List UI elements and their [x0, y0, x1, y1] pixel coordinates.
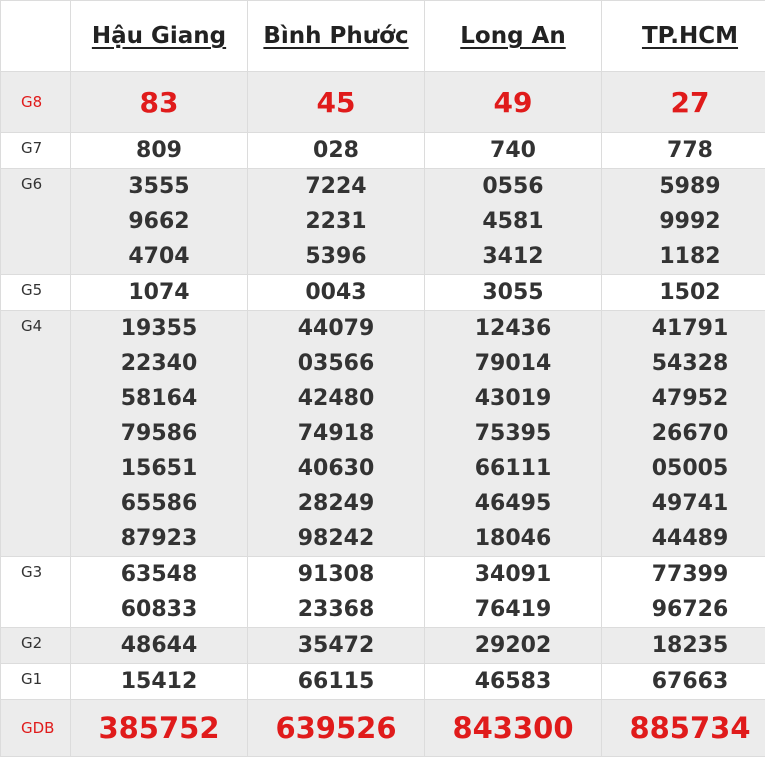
prize-number: 45	[248, 85, 424, 120]
prize-cell	[425, 275, 602, 311]
prize-number: 0043	[248, 275, 424, 310]
prize-number: 49741	[602, 486, 765, 521]
prize-rows	[1, 72, 765, 757]
prize-label: G7	[1, 133, 71, 169]
prize-number: 27	[602, 85, 765, 120]
prize-number: 2231	[248, 204, 424, 239]
province-link[interactable]: TP.HCM	[642, 23, 738, 49]
prize-number: 87923	[71, 521, 247, 556]
prize-cell	[71, 275, 248, 311]
prize-row-g8	[1, 72, 765, 133]
prize-number: 76419	[425, 592, 601, 627]
prize-number: 15651	[71, 451, 247, 486]
prize-cell	[602, 557, 765, 628]
prize-number: 4581	[425, 204, 601, 239]
prize-number: 26670	[602, 416, 765, 451]
prize-label: G8	[1, 72, 71, 133]
prize-number: 18235	[602, 628, 765, 663]
prize-number: 42480	[248, 381, 424, 416]
prize-cell	[425, 557, 602, 628]
prize-cell	[602, 72, 765, 133]
prize-row-g3	[1, 557, 765, 628]
prize-number: 98242	[248, 521, 424, 556]
prize-cell	[71, 557, 248, 628]
prize-number: 83	[71, 85, 247, 120]
province-link[interactable]: Bình Phước	[263, 23, 408, 49]
prize-number: 65586	[71, 486, 247, 521]
prize-number: 63548	[71, 557, 247, 592]
prize-cell	[248, 169, 425, 275]
prize-number: 3412	[425, 239, 601, 274]
prize-number: 639526	[248, 711, 424, 746]
prize-number: 60833	[71, 592, 247, 627]
prize-number: 40630	[248, 451, 424, 486]
prize-number: 35472	[248, 628, 424, 663]
prize-number: 885734	[602, 711, 765, 746]
prize-cell	[602, 133, 765, 169]
prize-label: GDB	[1, 700, 71, 757]
prize-cell	[71, 72, 248, 133]
prize-cell	[602, 275, 765, 311]
prize-cell	[71, 628, 248, 664]
prize-number: 843300	[425, 711, 601, 746]
prize-row-g4	[1, 311, 765, 557]
prize-label: G3	[1, 557, 71, 628]
prize-cell	[71, 169, 248, 275]
prize-number: 28249	[248, 486, 424, 521]
prize-cell	[248, 311, 425, 557]
prize-cell	[602, 628, 765, 664]
prize-cell	[425, 311, 602, 557]
prize-number: 41791	[602, 311, 765, 346]
prize-cell	[248, 628, 425, 664]
prize-number: 34091	[425, 557, 601, 592]
prize-row-g5	[1, 275, 765, 311]
prize-cell	[425, 133, 602, 169]
prize-cell	[248, 275, 425, 311]
prize-number: 03566	[248, 346, 424, 381]
prize-cell	[248, 664, 425, 700]
prize-number: 3055	[425, 275, 601, 310]
prize-cell	[425, 72, 602, 133]
prize-number: 43019	[425, 381, 601, 416]
prize-cell	[248, 557, 425, 628]
prize-number: 29202	[425, 628, 601, 663]
prize-label: G6	[1, 169, 71, 275]
corner-cell	[1, 1, 71, 72]
province-link[interactable]: Long An	[460, 23, 565, 49]
prize-label: G4	[1, 311, 71, 557]
prize-number: 9992	[602, 204, 765, 239]
header-row	[1, 1, 765, 72]
prize-number: 79014	[425, 346, 601, 381]
prize-number: 46583	[425, 664, 601, 699]
prize-cell	[248, 72, 425, 133]
prize-number: 22340	[71, 346, 247, 381]
prize-row-g2	[1, 628, 765, 664]
prize-number: 1502	[602, 275, 765, 310]
prize-number: 1074	[71, 275, 247, 310]
prize-number: 809	[71, 133, 247, 168]
prize-cell	[602, 169, 765, 275]
prize-number: 77399	[602, 557, 765, 592]
prize-number: 7224	[248, 169, 424, 204]
prize-number: 74918	[248, 416, 424, 451]
prize-cell	[248, 700, 425, 757]
prize-number: 44079	[248, 311, 424, 346]
prize-number: 46495	[425, 486, 601, 521]
prize-number: 028	[248, 133, 424, 168]
prize-number: 44489	[602, 521, 765, 556]
prize-number: 79586	[71, 416, 247, 451]
prize-number: 67663	[602, 664, 765, 699]
prize-number: 96726	[602, 592, 765, 627]
prize-cell	[602, 311, 765, 557]
prize-number: 75395	[425, 416, 601, 451]
prize-number: 0556	[425, 169, 601, 204]
prize-cell	[602, 700, 765, 757]
province-link[interactable]: Hậu Giang	[92, 23, 226, 49]
prize-number: 05005	[602, 451, 765, 486]
prize-number: 12436	[425, 311, 601, 346]
prize-cell	[425, 700, 602, 757]
prize-number: 54328	[602, 346, 765, 381]
prize-number: 23368	[248, 592, 424, 627]
prize-number: 740	[425, 133, 601, 168]
prize-number: 47952	[602, 381, 765, 416]
prize-number: 66111	[425, 451, 601, 486]
prize-cell	[602, 664, 765, 700]
prize-number: 19355	[71, 311, 247, 346]
prize-number: 5989	[602, 169, 765, 204]
province-header[interactable]	[248, 1, 425, 72]
prize-label: G5	[1, 275, 71, 311]
prize-number: 1182	[602, 239, 765, 274]
prize-cell	[425, 664, 602, 700]
prize-row-gdb	[1, 700, 765, 757]
prize-number: 4704	[71, 239, 247, 274]
prize-number: 91308	[248, 557, 424, 592]
prize-cell	[71, 133, 248, 169]
prize-cell	[71, 311, 248, 557]
province-header[interactable]	[71, 1, 248, 72]
prize-number: 66115	[248, 664, 424, 699]
prize-number: 48644	[71, 628, 247, 663]
prize-number: 49	[425, 85, 601, 120]
prize-number: 18046	[425, 521, 601, 556]
province-header[interactable]	[425, 1, 602, 72]
prize-number: 5396	[248, 239, 424, 274]
prize-cell	[425, 628, 602, 664]
prize-number: 9662	[71, 204, 247, 239]
prize-number: 778	[602, 133, 765, 168]
prize-cell	[425, 169, 602, 275]
prize-number: 58164	[71, 381, 247, 416]
province-header[interactable]	[602, 1, 765, 72]
prize-row-g1	[1, 664, 765, 700]
prize-row-g7	[1, 133, 765, 169]
prize-label: G2	[1, 628, 71, 664]
prize-number: 3555	[71, 169, 247, 204]
prize-label: G1	[1, 664, 71, 700]
prize-number: 385752	[71, 711, 247, 746]
prize-number: 15412	[71, 664, 247, 699]
prize-cell	[71, 700, 248, 757]
prize-cell	[71, 664, 248, 700]
prize-row-g6	[1, 169, 765, 275]
prize-cell	[248, 133, 425, 169]
